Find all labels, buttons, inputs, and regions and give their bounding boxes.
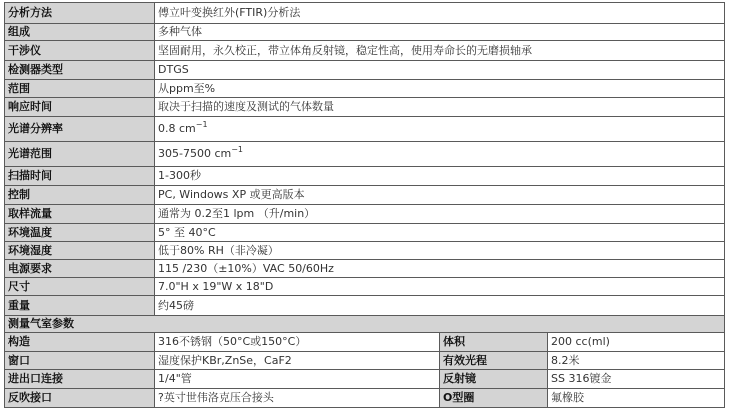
- cell-label-connections: 进出口连接: [5, 370, 155, 389]
- row-label-power: 电源要求: [5, 260, 155, 278]
- table-row: [5, 296, 725, 316]
- section-row: [5, 316, 725, 333]
- row-value-sample-flow: 通常为 0.2至1 lpm （升/min）: [155, 205, 725, 224]
- cell-label-window: 窗口: [5, 352, 155, 370]
- row-value-resolution: [155, 117, 725, 142]
- row-value-composition: 多种气体: [155, 24, 725, 41]
- table-row: [5, 205, 725, 224]
- table-row: [5, 41, 725, 61]
- row-label-range: 范围: [5, 80, 155, 98]
- table-row: [5, 24, 725, 41]
- cell-label-purge-port: 反吹接口: [5, 389, 155, 408]
- cell-value-o-ring: 氟橡胶: [548, 389, 725, 408]
- row-value-response-time: 取决于扫描的速度及测试的气体数量: [155, 98, 725, 117]
- table-row: [5, 242, 725, 260]
- row-label-interferometer: 干涉仪: [5, 41, 155, 61]
- table-row: [5, 389, 725, 408]
- row-value-spectral-range: [155, 142, 725, 167]
- row-label-scan-time: 扫描时间: [5, 167, 155, 186]
- spectral-range-value: 305-7500 cm: [158, 146, 232, 160]
- row-label-response-time: 响应时间: [5, 98, 155, 117]
- resolution-value: 0.8 cm: [158, 121, 196, 135]
- row-value-power: 115 /230（±10%）VAC 50/60Hz: [155, 260, 725, 278]
- cell-value-pathlength: 8.2米: [548, 352, 725, 370]
- spec-table: [4, 2, 725, 408]
- cell-value-volume: 200 cc(ml): [548, 333, 725, 352]
- cell-value-purge-port: ?英寸世伟洛克压合接头: [155, 389, 440, 408]
- cell-label-pathlength: 有效光程: [440, 352, 548, 370]
- table-row: [5, 260, 725, 278]
- row-value-ambient-temp: 5° 至 40°C: [155, 224, 725, 242]
- cell-value-connections: 1/4"管: [155, 370, 440, 389]
- cell-label-volume: 体积: [440, 333, 548, 352]
- resolution-superscript: −1: [195, 119, 208, 129]
- row-label-sample-flow: 取样流量: [5, 205, 155, 224]
- table-row: [5, 98, 725, 117]
- row-label-ambient-temp: 环境温度: [5, 224, 155, 242]
- row-label-weight: 重量: [5, 296, 155, 316]
- row-label-resolution: 光谱分辨率: [5, 117, 155, 142]
- cell-label-mirrors: 反射镜: [440, 370, 548, 389]
- cell-value-window: 湿度保护KBr,ZnSe，CaF2: [155, 352, 440, 370]
- row-value-ambient-humidity: 低于80% RH（非冷凝）: [155, 242, 725, 260]
- cell-value-mirrors: SS 316镀金: [548, 370, 725, 389]
- table-row: [5, 278, 725, 296]
- row-label-detector: 检测器类型: [5, 61, 155, 80]
- row-value-range: 从ppm至%: [155, 80, 725, 98]
- row-label-dimensions: 尺寸: [5, 278, 155, 296]
- table-row: [5, 186, 725, 205]
- table-row: [5, 80, 725, 98]
- cell-label-construction: 构造: [5, 333, 155, 352]
- table-row: [5, 370, 725, 389]
- row-value-control: PC, Windows XP 或更高版本: [155, 186, 725, 205]
- row-label-spectral-range: 光谱范围: [5, 142, 155, 167]
- method-label: 分析方法: [5, 3, 155, 24]
- spectral-range-superscript: −1: [231, 144, 244, 154]
- section-title: 测量气室参数: [5, 316, 725, 333]
- row-value-dimensions: 7.0"H x 19"W x 18"D: [155, 278, 725, 296]
- table-row: [5, 333, 725, 352]
- method-value: 傅立叶变换红外(FTIR)分析法: [155, 3, 725, 24]
- row-value-interferometer: 坚固耐用，永久校正，带立体角反射镜，稳定性高，使用寿命长的无磨损轴承: [155, 41, 725, 61]
- table-row: [5, 224, 725, 242]
- table-row-header: [5, 3, 725, 24]
- table-row: [5, 142, 725, 167]
- row-value-weight: 约45磅: [155, 296, 725, 316]
- row-label-composition: 组成: [5, 24, 155, 41]
- row-value-detector: DTGS: [155, 61, 725, 80]
- cell-value-construction: 316不锈钢（50°C或150°C）: [155, 333, 440, 352]
- table-row: [5, 61, 725, 80]
- table-row: [5, 117, 725, 142]
- row-value-scan-time: 1-300秒: [155, 167, 725, 186]
- row-label-control: 控制: [5, 186, 155, 205]
- row-label-ambient-humidity: 环境湿度: [5, 242, 155, 260]
- cell-label-o-ring: O型圈: [440, 389, 548, 408]
- table-row: [5, 352, 725, 370]
- table-row: [5, 167, 725, 186]
